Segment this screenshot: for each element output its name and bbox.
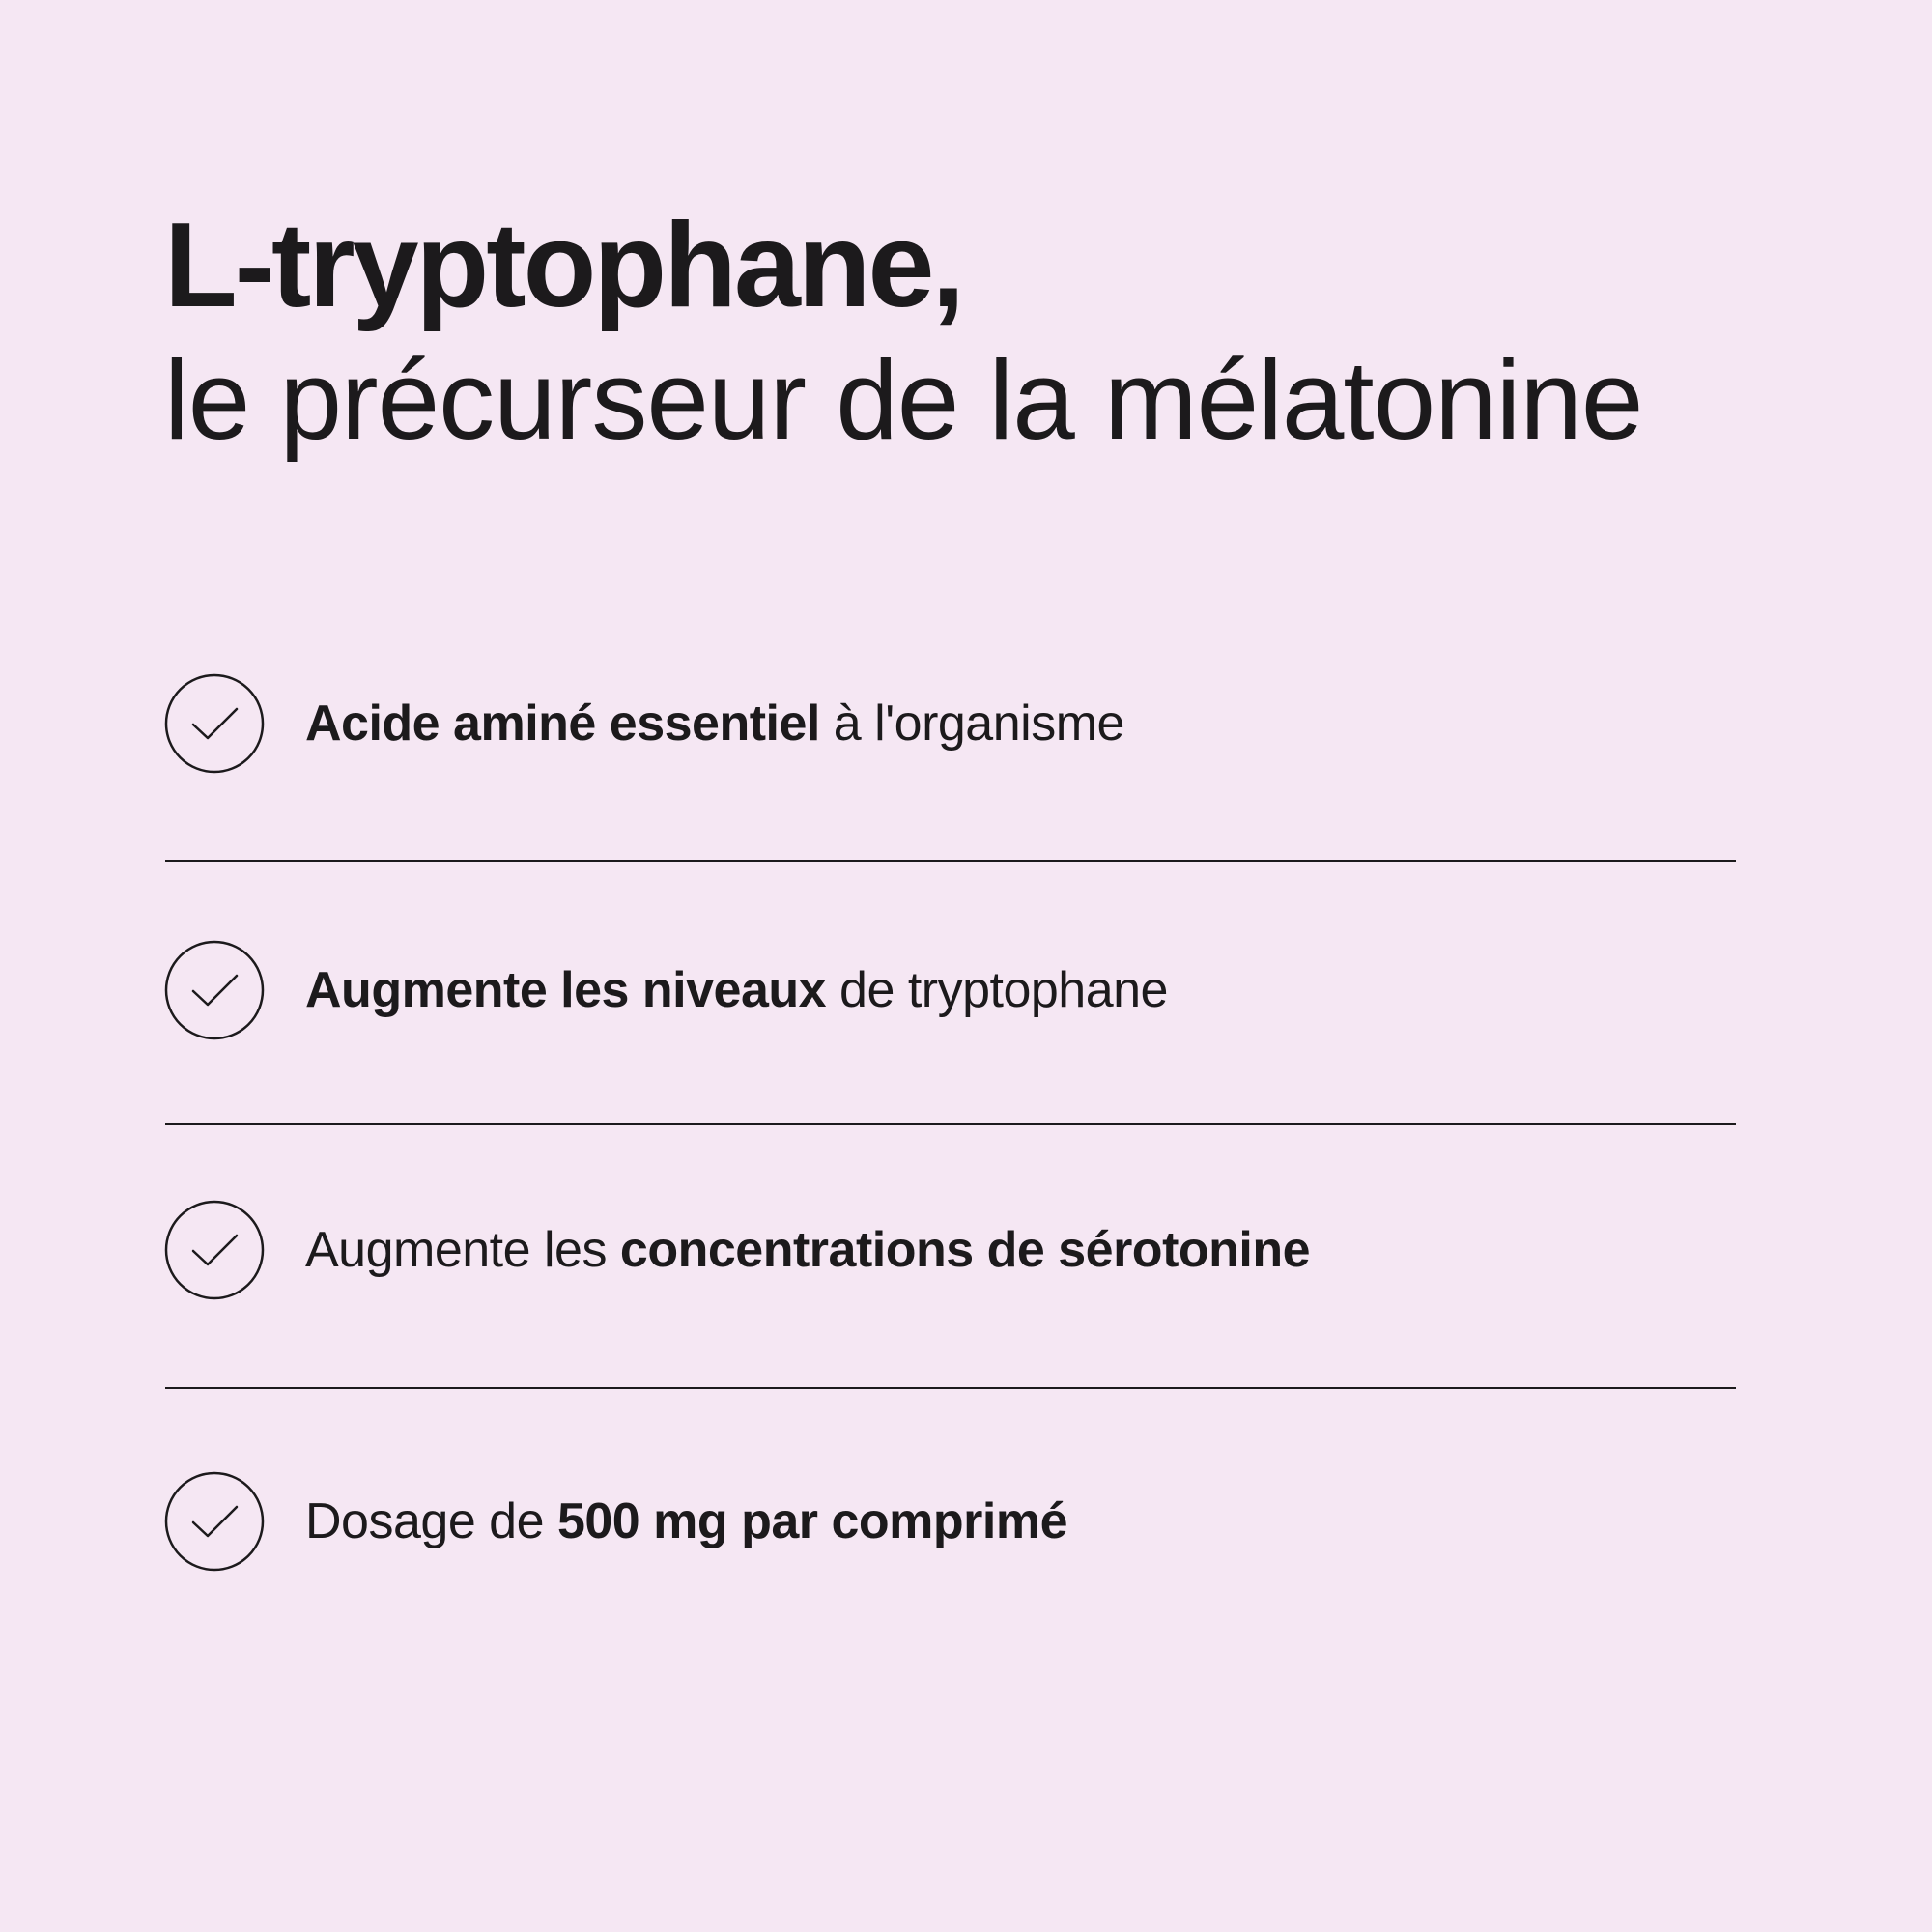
check-circle-icon [164, 1471, 265, 1572]
benefit-item [164, 940, 1735, 1040]
check-circle-icon [164, 1200, 265, 1300]
benefit-text-regular: Augmente les [305, 1222, 620, 1278]
benefit-text-regular: Dosage de [305, 1493, 557, 1549]
divider [165, 1123, 1736, 1125]
benefit-text [305, 695, 1124, 753]
benefit-text-regular: de tryptophane [826, 962, 1168, 1018]
title-subtitle: le précurseur de la mélatonine [164, 337, 1643, 463]
divider [165, 860, 1736, 862]
page-title [164, 198, 1642, 467]
benefit-text-bold: Augmente les niveaux [305, 962, 827, 1018]
benefit-text-bold: Acide aminé essentiel [305, 696, 820, 752]
benefit-text [305, 1492, 1067, 1550]
benefit-text-bold: concentrations de sérotonine [619, 1222, 1311, 1278]
divider [165, 1387, 1736, 1389]
check-circle-icon [164, 940, 265, 1040]
title-ingredient: L-tryptophane, [164, 199, 962, 332]
benefit-item [164, 1200, 1735, 1300]
benefit-text-regular: à l'organisme [819, 696, 1124, 752]
benefit-item [164, 1471, 1735, 1572]
benefit-text-bold: 500 mg par comprimé [556, 1493, 1068, 1549]
check-circle-icon [164, 673, 265, 774]
benefit-text [305, 961, 1168, 1019]
benefit-text [305, 1221, 1310, 1279]
benefit-item [164, 673, 1735, 774]
